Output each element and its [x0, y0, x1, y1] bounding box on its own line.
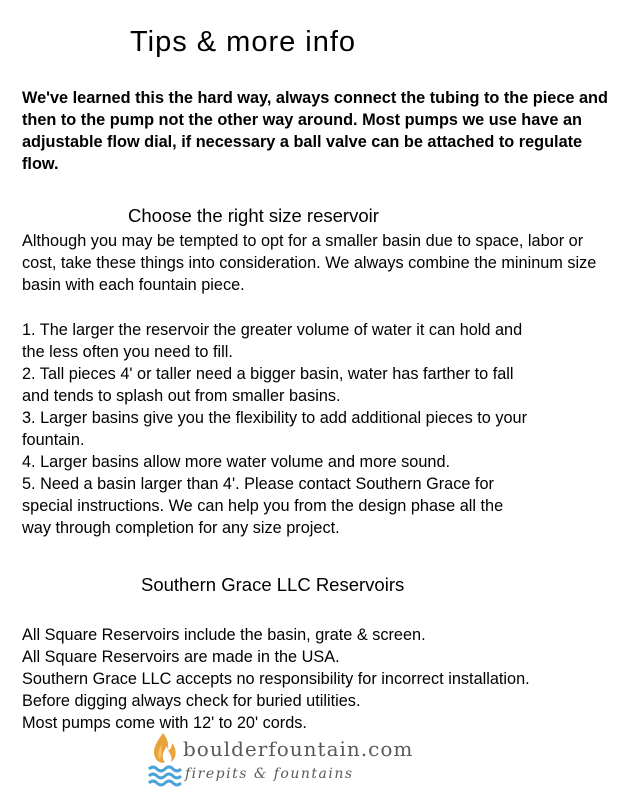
list-line: way through completion for any size project.: [22, 519, 340, 537]
note-line: Most pumps come with 12' to 20' cords.: [22, 714, 307, 732]
list-line: 1. The larger the reservoir the greater volume of water it can hold and: [22, 321, 523, 339]
note-line: All Square Reservoirs include the basin, grate & screen.: [22, 626, 426, 644]
list-line: 2. Tall pieces 4' or taller need a bigger basin, water has farther to fall: [22, 365, 514, 383]
flame-icon: [154, 733, 176, 763]
intro-paragraph: We've learned this the hard way, always connect the tubing to the piece and then to the pump not the other way around. Most pumps we use have an adjustable flow dial, if necessary a ball valve can be attached to regulate flow.: [22, 89, 608, 173]
list-line: the less often you need to fill.: [22, 343, 233, 361]
list-line: 4. Larger basins allow more water volume and more sound.: [22, 453, 451, 471]
note-line: Southern Grace LLC accepts no responsibility for incorrect installation.: [22, 670, 530, 688]
wave-icon: [149, 767, 181, 771]
company-logo: [146, 731, 446, 791]
reservoir-list: [22, 319, 612, 539]
list-line: and tends to splash out from smaller basins.: [22, 387, 341, 405]
logo-tagline: firepits & fountains: [185, 766, 354, 782]
page-title: Tips & more info: [130, 26, 357, 58]
list-line: special instructions. We can help you from the design phase all the: [22, 497, 504, 515]
list-line: 5. Need a basin larger than 4'. Please contact Southern Grace for: [22, 475, 494, 493]
note-line: Before digging always check for buried utilities.: [22, 692, 361, 710]
flame-water-icon: [146, 731, 182, 789]
list-line: fountain.: [22, 431, 85, 449]
list-line: 3. Larger basins give you the flexibility to add additional pieces to your: [22, 409, 528, 427]
note-line: All Square Reservoirs are made in the USA.: [22, 648, 340, 666]
company-heading: Southern Grace LLC Reservoirs: [141, 574, 405, 595]
logo-wordmark: boulderfountain.com: [183, 737, 414, 761]
reservoir-heading: Choose the right size reservoir: [128, 205, 379, 226]
company-notes: [22, 624, 612, 734]
reservoir-paragraph: Although you may be tempted to opt for a smaller basin due to space, labor or cost, take these things into consideration. We always combine the mininum size basin with each fountain piece.: [22, 232, 597, 294]
